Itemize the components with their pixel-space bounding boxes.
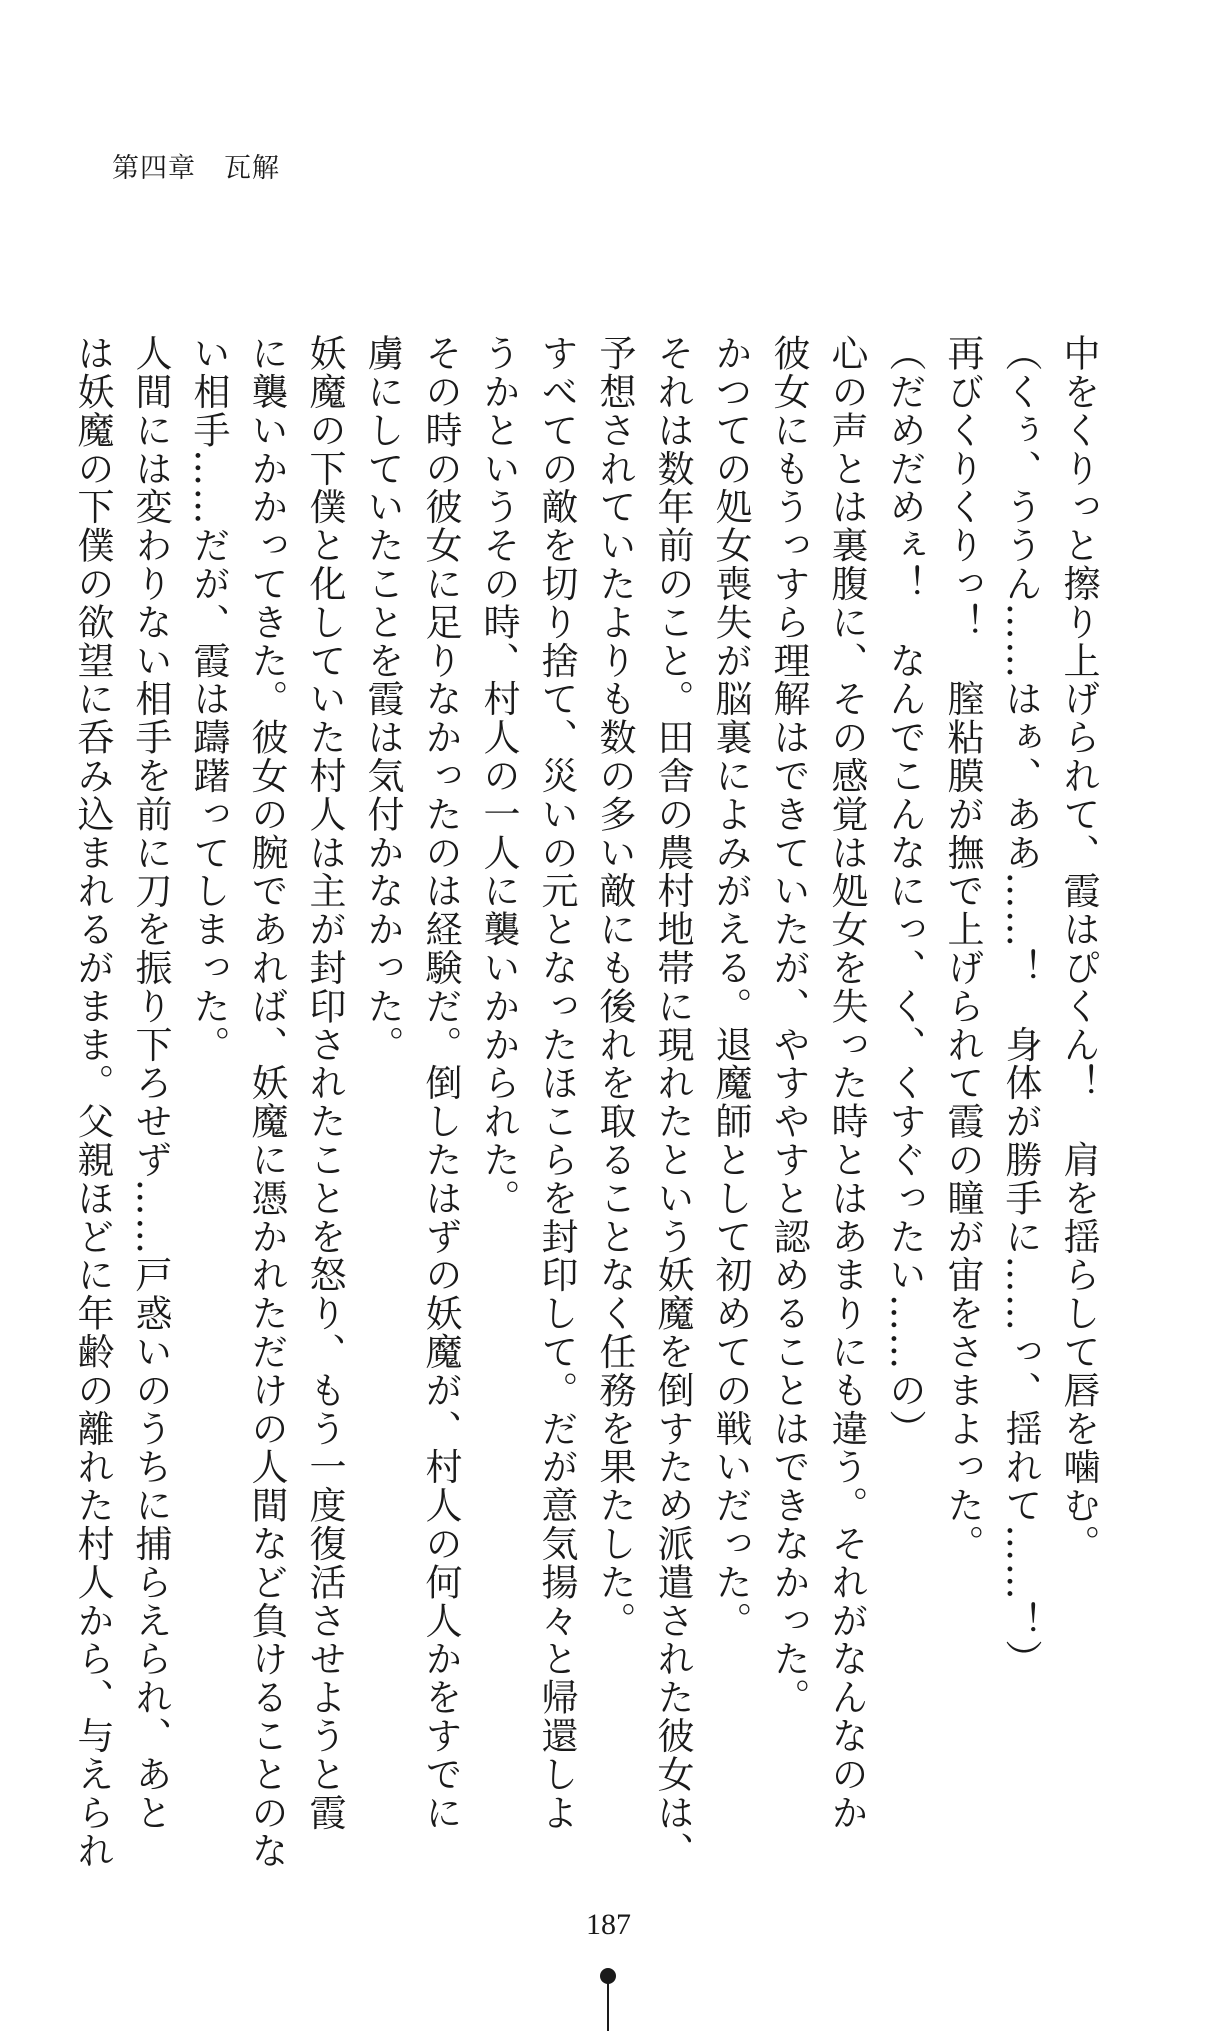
page-number: 187 — [586, 1908, 631, 1941]
running-head: 第四章 瓦解 — [112, 153, 280, 184]
text-line: 虜にしていたことを霞は気付かなかった。 — [361, 334, 404, 1064]
text-line: （くぅ、ううん……はぁ、ああ……！ 身体が勝手に……っ、揺れて……！） — [999, 334, 1042, 1678]
text-line: 妖魔の下僕と化していた村人は主が封印されたことを怒り、もう一度復活させようと霞 — [303, 334, 346, 1832]
text-line: 心の声とは裏腹に、その感覚は処女を失った時とはあまりにも違う。それがなんなのか — [825, 334, 868, 1832]
text-line: 予想されていたよりも数の多い敵にも後れを取ることなく任務を果たした。 — [593, 334, 636, 1640]
text-line: すべての敵を切り捨て、災いの元となったほこらを封印して。だが意気揚々と帰還しよ — [535, 334, 578, 1832]
page-marker-line — [607, 1982, 609, 2031]
text-line: かつての処女喪失が脳裏によみがえる。退魔師として初めての戦いだった。 — [709, 334, 752, 1640]
text-line: うかというその時、村人の一人に襲いかかられた。 — [477, 334, 520, 1218]
text-line: 再びくりくりっ！ 膣粘膜が撫で上げられて霞の瞳が宙をさまよった。 — [941, 334, 984, 1563]
text-line: に襲いかかってきた。彼女の腕であれば、妖魔に憑かれただけの人間など負けることのな — [245, 334, 288, 1870]
text-line: 人間には変わりない相手を前に刀を振り下ろせず……戸惑いのうちに捕らえられ、あと — [129, 334, 172, 1832]
text-line: それは数年前のこと。田舎の農村地帯に現れたという妖魔を倒すため派遣された彼女は、 — [651, 334, 694, 1870]
text-line: は妖魔の下僕の欲望に呑み込まれるがまま。父親ほどに年齢の離れた村人から、与えられ — [71, 334, 114, 1870]
text-line: 彼女にもうっすら理解はできていたが、やすやすと認めることはできなかった。 — [767, 334, 810, 1717]
vertical-text-body — [71, 334, 1107, 1870]
text-line: その時の彼女に足りなかったのは経験だ。倒したはずの妖魔が、村人の何人かをすでに — [419, 334, 462, 1832]
text-line: い相手……だが、霞は躊躇ってしまった。 — [187, 334, 230, 1064]
text-line: （だめだめぇ！ なんでこんなにっ、く、くすぐったい……の） — [883, 334, 926, 1448]
text-line: 中をくりっと擦り上げられて、霞はぴくん！ 肩を揺らして唇を噛む。 — [1057, 334, 1100, 1563]
